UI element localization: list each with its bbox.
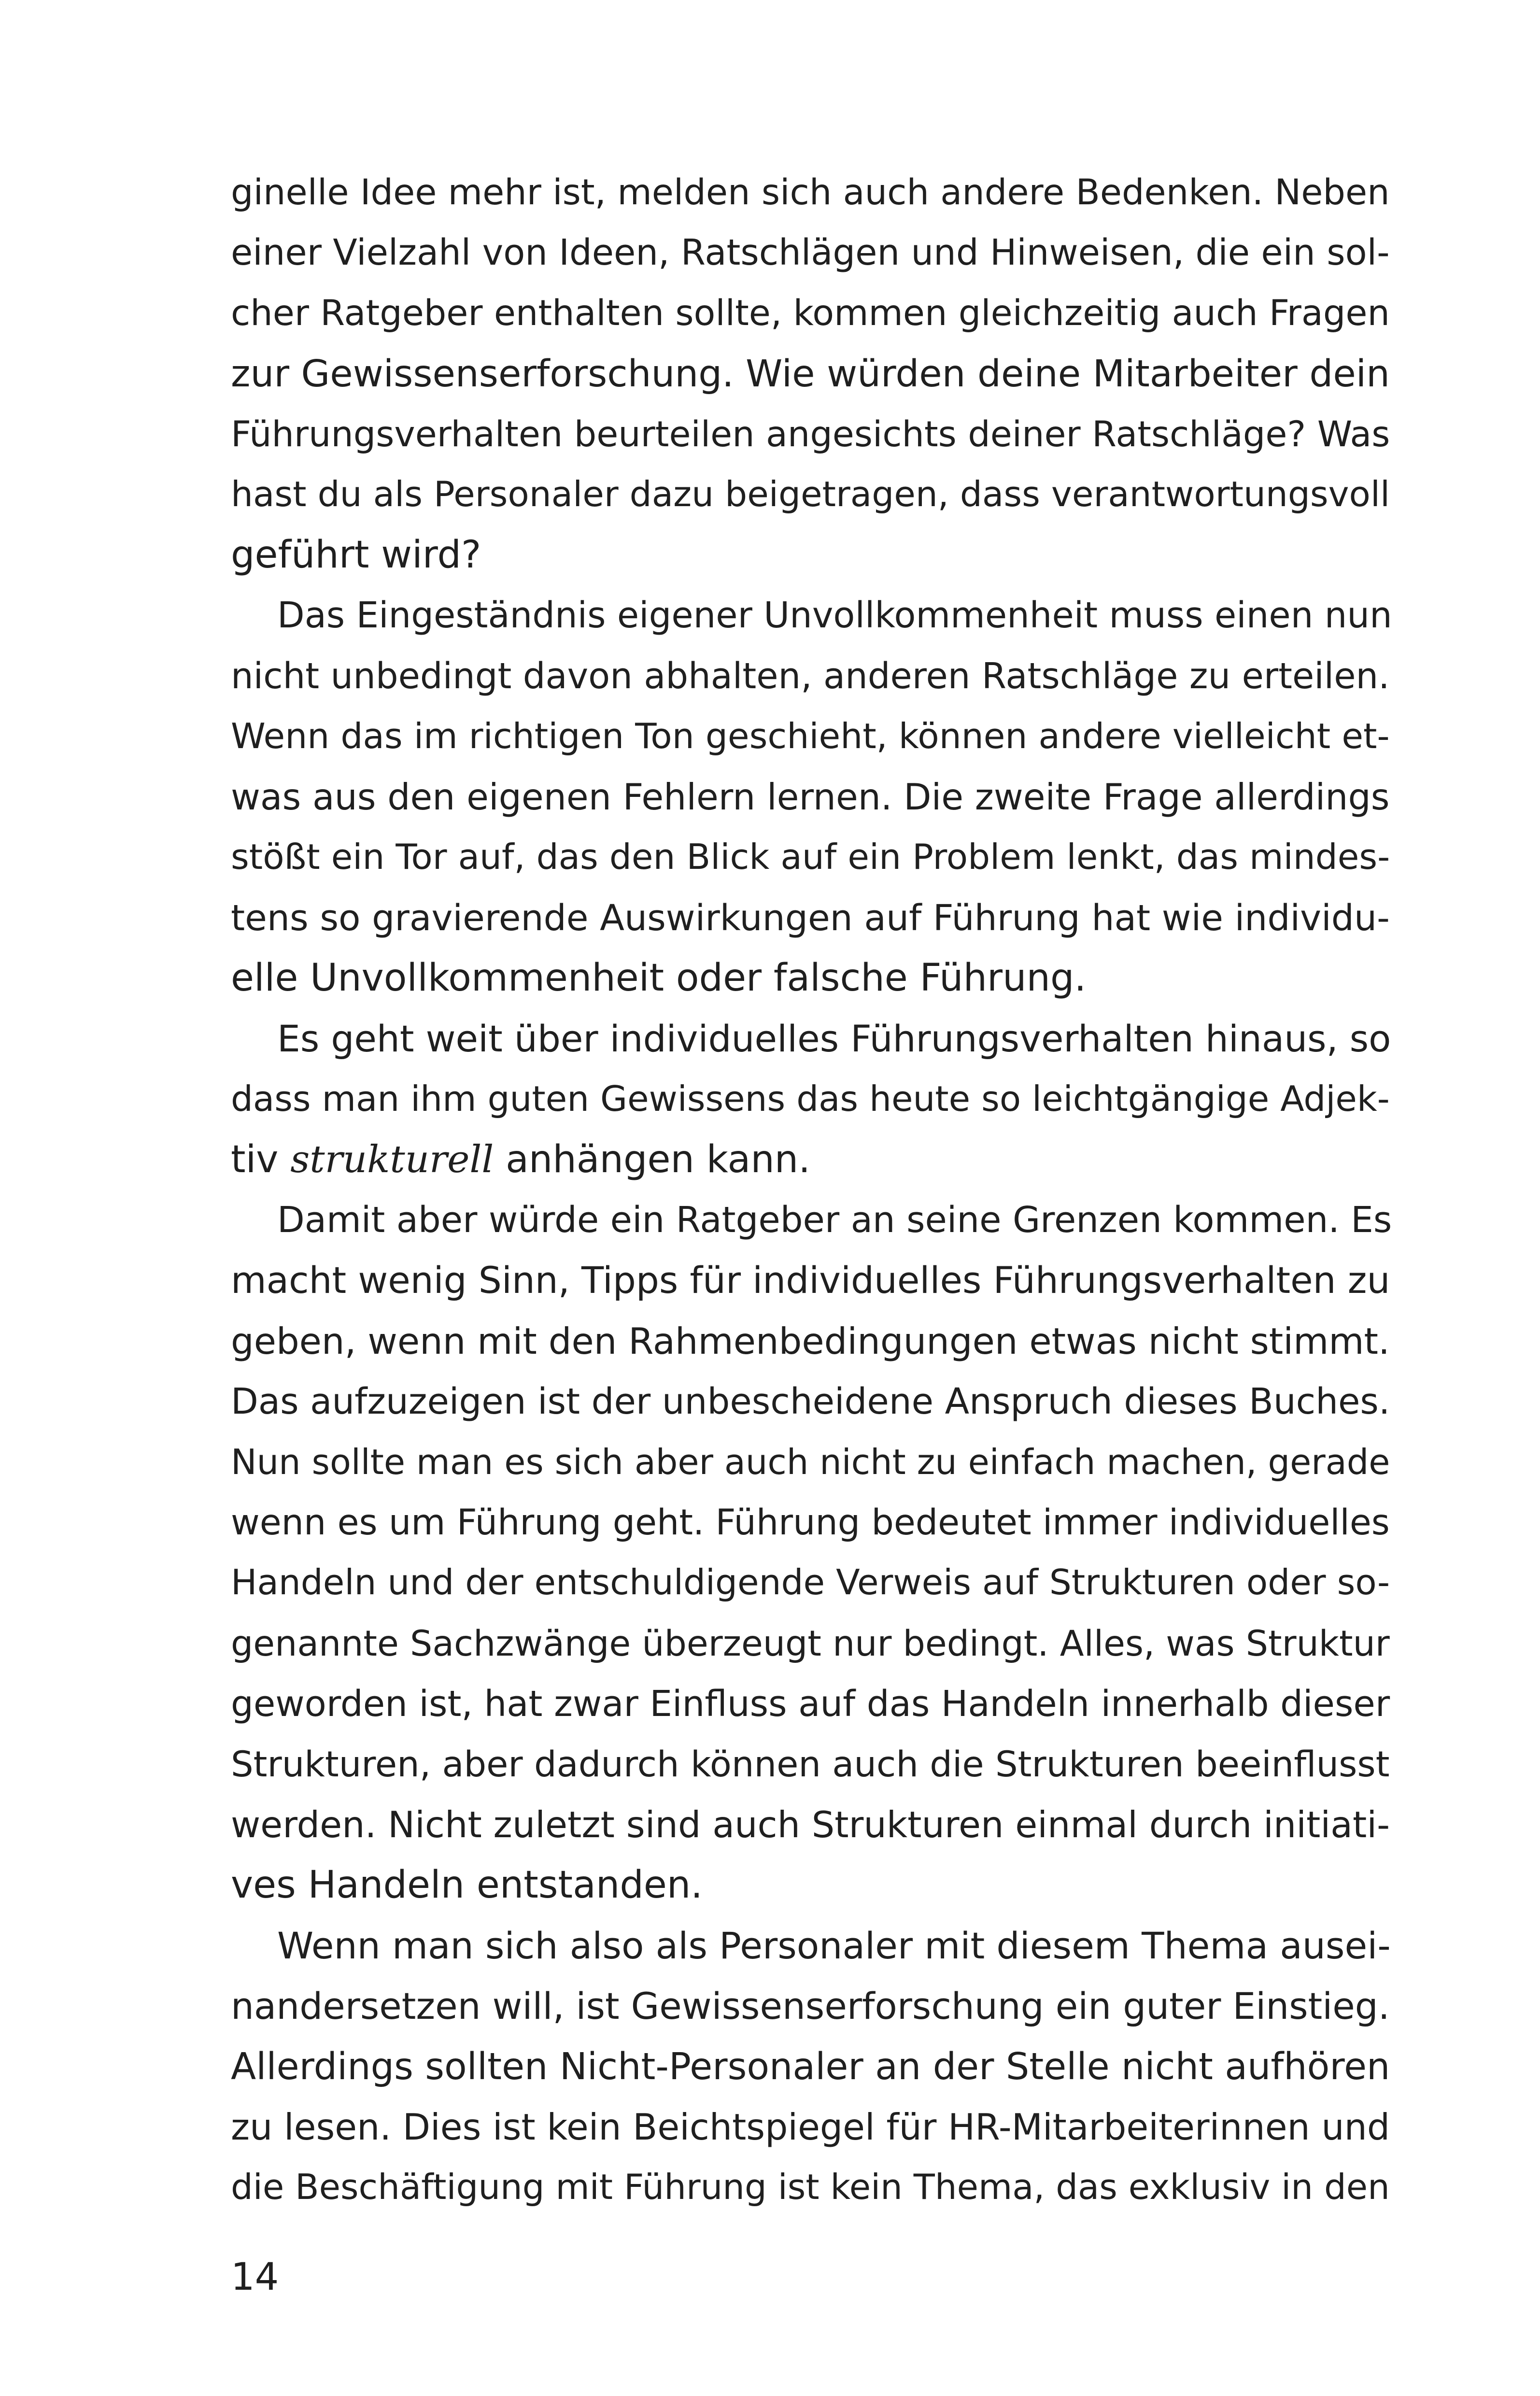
text-line: Nun sollte man es sich aber auch nicht zu einfach machen, gerade bbox=[231, 1441, 1390, 1482]
text-segment: tiv bbox=[231, 1138, 291, 1181]
text-line: ginelle Idee mehr ist, melden sich auch andere Bedenken. Neben bbox=[231, 172, 1390, 213]
text-line: zur Gewissenserforschung. Wie würden deine Mitarbeiter dein bbox=[231, 352, 1390, 396]
page-number: 14 bbox=[231, 2255, 279, 2299]
text-line: Wenn man sich also als Personaler mit diesem Thema ausei- bbox=[277, 1924, 1391, 1968]
text-line: elle Unvollkommenheit oder falsche Führung. bbox=[231, 956, 1087, 1000]
text-line: Es geht weit über individuelles Führungsverhalten hinaus, so bbox=[277, 1017, 1391, 1060]
text-line: was aus den eigenen Fehlern lernen. Die zweite Frage allerdings bbox=[231, 776, 1390, 818]
paragraph bbox=[231, 162, 1390, 585]
text-line: werden. Nicht zuletzt sind auch Strukturen einmal durch initiati- bbox=[231, 1804, 1390, 1846]
body-text bbox=[231, 162, 1390, 2218]
paragraph bbox=[231, 585, 1390, 1008]
text-line: Allerdings sollten Nicht-Personaler an der Stelle nicht aufhören bbox=[231, 2045, 1390, 2088]
text-line: tens so gravierende Auswirkungen auf Führung hat wie individu- bbox=[231, 897, 1390, 939]
text-line: nandersetzen will, ist Gewissenserforschung ein guter Einstieg. bbox=[231, 1985, 1390, 2027]
text-line: cher Ratgeber enthalten sollte, kommen gleichzeitig auch Fragen bbox=[231, 293, 1390, 334]
paragraph bbox=[231, 1190, 1390, 1915]
paragraph bbox=[231, 1009, 1390, 1191]
emphasized-term: strukturell bbox=[290, 1138, 494, 1181]
text-line: Wenn das im richtigen Ton geschieht, können andere vielleicht et- bbox=[231, 716, 1390, 757]
text-line: hast du als Personaler dazu beigetragen, dass verantwortungsvoll bbox=[231, 474, 1390, 515]
text-line: zu lesen. Dies ist kein Beichtspiegel für HR-Mitarbeiterinnen und bbox=[231, 2106, 1390, 2148]
text-line bbox=[231, 1130, 1390, 1190]
text-line: ves Handeln entstanden. bbox=[231, 1863, 703, 1907]
text-line: dass man ihm guten Gewissens das heute so leichtgängige Adjek- bbox=[231, 1078, 1390, 1120]
text-line: Das aufzuzeigen ist der unbescheidene Anspruch dieses Buches. bbox=[231, 1380, 1390, 1422]
text-line: geführt wird? bbox=[231, 533, 481, 577]
text-line: wenn es um Führung geht. Führung bedeutet immer individuelles bbox=[231, 1502, 1390, 1544]
text-line: nicht unbedingt davon abhalten, anderen Ratschläge zu erteilen. bbox=[231, 655, 1390, 697]
text-line: geworden ist, hat zwar Einfluss auf das Handeln innerhalb dieser bbox=[231, 1683, 1390, 1725]
text-line: Führungsverhalten beurteilen angesichts deiner Ratschläge? Was bbox=[231, 413, 1390, 455]
text-line: einer Vielzahl von Ideen, Ratschlägen und Hinweisen, die ein sol- bbox=[231, 232, 1390, 274]
text-line: stößt ein Tor auf, das den Blick auf ein Problem lenkt, das mindes- bbox=[231, 837, 1390, 878]
text-segment: anhängen kann. bbox=[494, 1138, 810, 1181]
text-line: Damit aber würde ein Ratgeber an seine Grenzen kommen. Es bbox=[277, 1200, 1392, 1241]
paragraph bbox=[231, 1915, 1390, 2218]
text-line: geben, wenn mit den Rahmenbedingungen etwas nicht stimmt. bbox=[231, 1319, 1390, 1362]
text-line: Das Eingeständnis eigener Unvollkommenheit muss einen nun bbox=[277, 595, 1392, 637]
text-line: die Beschäftigung mit Führung ist kein Thema, das exklusiv in den bbox=[231, 2167, 1390, 2208]
text-line: macht wenig Sinn, Tipps für individuelles Führungsverhalten zu bbox=[231, 1259, 1390, 1302]
text-line: Strukturen, aber dadurch können auch die Strukturen beeinflusst bbox=[231, 1744, 1390, 1785]
text-line: genannte Sachzwänge überzeugt nur bedingt. Alles, was Struktur bbox=[231, 1623, 1390, 1664]
text-line: Handeln und der entschuldigende Verweis auf Strukturen oder so- bbox=[231, 1562, 1390, 1603]
